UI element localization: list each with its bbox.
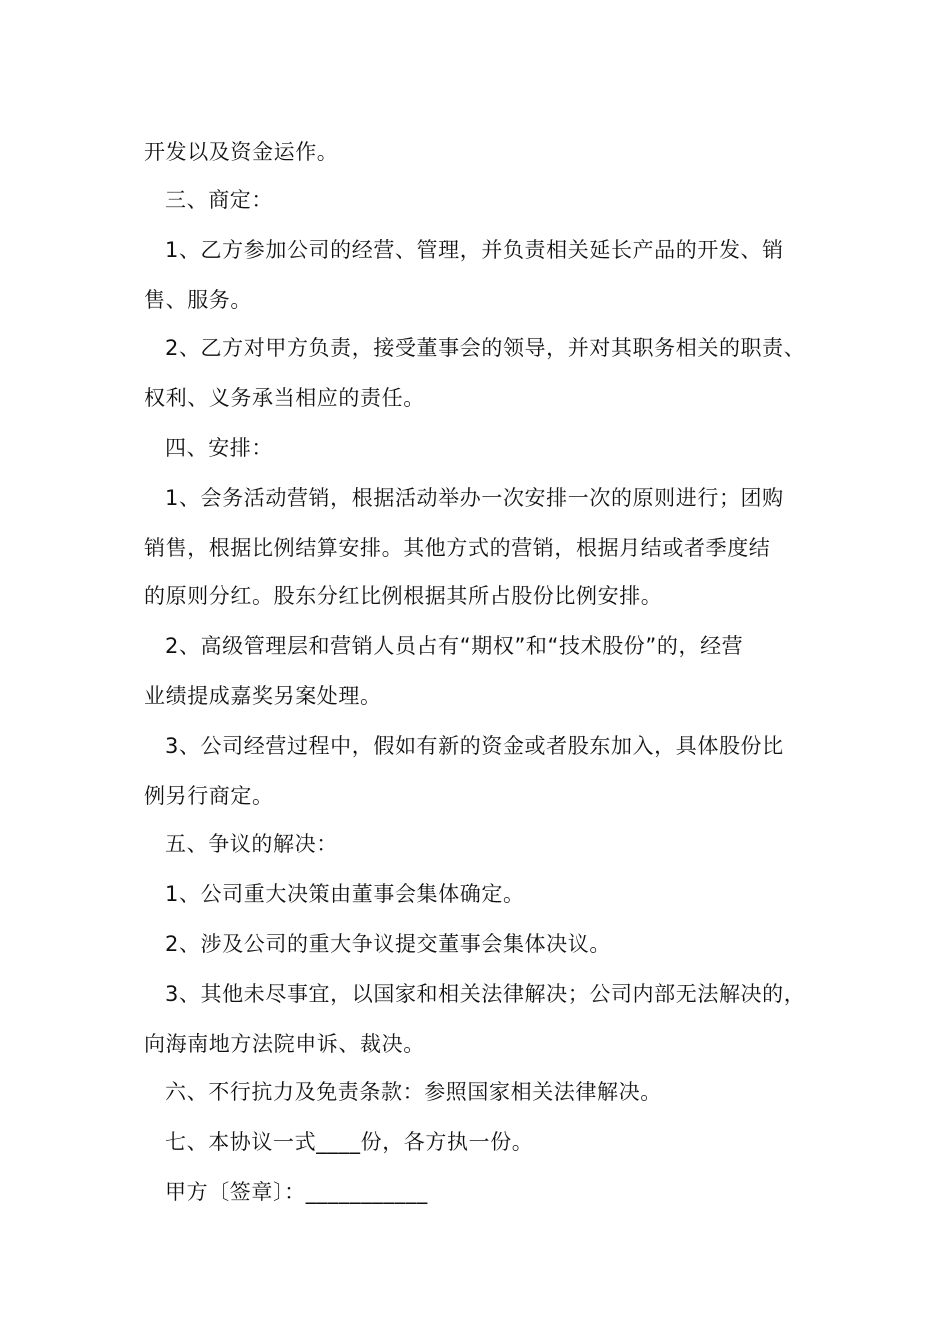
- section-heading: 五、争议的解决：: [165, 832, 338, 856]
- paragraph-line: 3、其他未尽事宜，以国家和相关法律解决；公司内部无法解决的，: [165, 982, 806, 1006]
- paragraph-line: 的原则分红。股东分红比例根据其所占股份比例安排。: [144, 584, 663, 608]
- paragraph-line: 2、涉及公司的重大争议提交董事会集体决议。: [165, 932, 611, 956]
- paragraph-line: 1、乙方参加公司的经营、管理，并负责相关延长产品的开发、销: [165, 238, 784, 262]
- paragraph-line: 3、公司经营过程中，假如有新的资金或者股东加入，具体股份比: [165, 734, 784, 758]
- section-heading: 七、本协议一式____份，各方执一份。: [165, 1130, 534, 1154]
- paragraph-line: 例另行商定。: [144, 784, 274, 808]
- paragraph-line: 售、服务。: [144, 288, 252, 312]
- section-heading: 六、不行抗力及免责条款：参照国家相关法律解决。: [165, 1080, 662, 1104]
- signature-line: 甲方〔签章〕：___________: [165, 1180, 428, 1204]
- section-heading: 三、商定：: [165, 188, 273, 212]
- section-heading: 四、安排：: [165, 436, 273, 460]
- paragraph-line: 2、乙方对甲方负责，接受董事会的领导，并对其职务相关的职责、: [165, 336, 806, 360]
- paragraph-line: 业绩提成嘉奖另案处理。: [144, 684, 382, 708]
- paragraph-line: 向海南地方法院申诉、裁决。: [144, 1032, 425, 1056]
- paragraph-line: 2、高级管理层和营销人员占有“期权”和“技术股份”的，经营: [165, 634, 744, 658]
- paragraph-line: 开发以及资金运作。: [144, 140, 339, 164]
- paragraph-line: 权利、义务承当相应的责任。: [144, 386, 425, 410]
- paragraph-line: 1、会务活动营销，根据活动举办一次安排一次的原则进行；团购: [165, 486, 784, 510]
- paragraph-line: 销售，根据比例结算安排。其他方式的营销，根据月结或者季度结: [144, 536, 771, 560]
- paragraph-line: 1、公司重大决策由董事会集体确定。: [165, 882, 525, 906]
